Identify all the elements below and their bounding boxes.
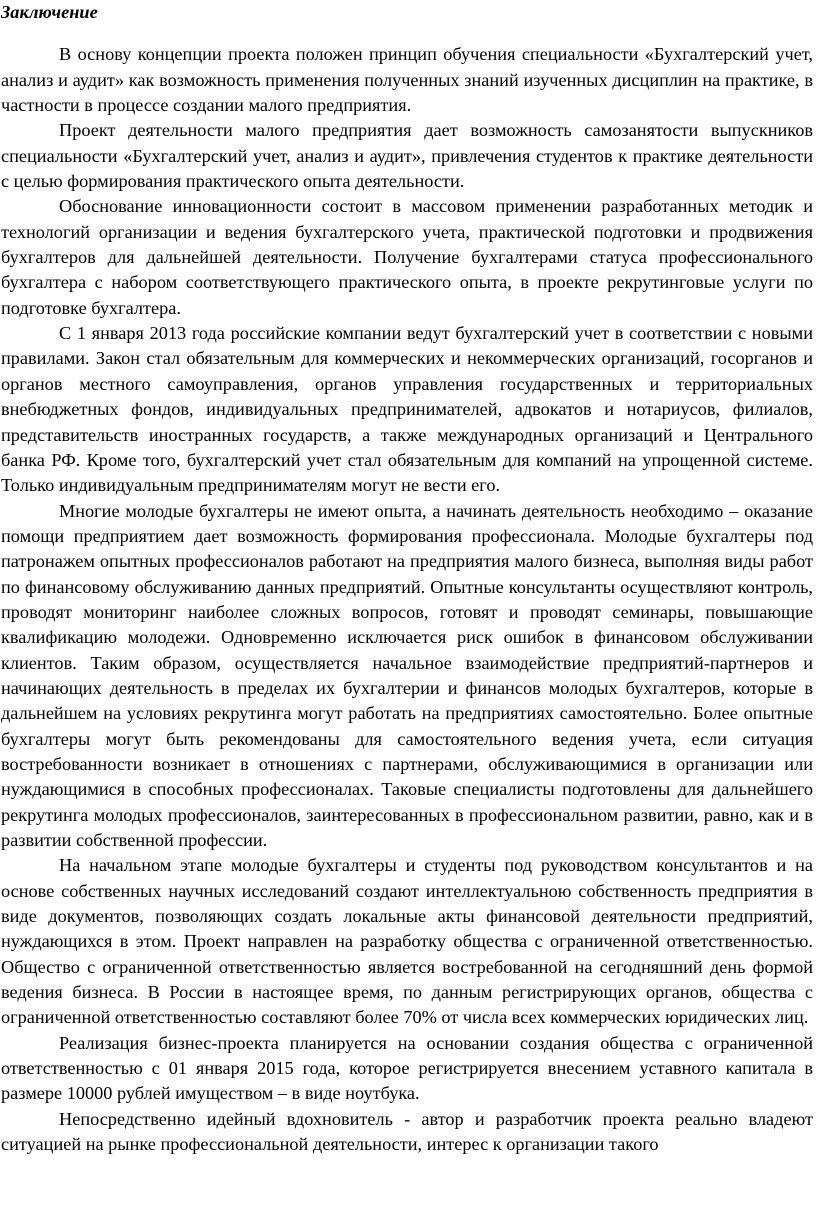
paragraph-accounting-law: С 1 января 2013 года российские компании ведут бухгалтерский учет в соответствии с новыми правилами. Закон стал обязательным для коммерческих и некоммерческих организаций, госорганов и органов местного самоуправления, органов управления государственных и территориальных внебюджетных фондов, индивидуальных предпринимателей, адвокатов и нотариусов, филиалов, представительств иностранных государств, а также международных организаций и Центрального банка РФ. Кроме того, бухгалтерский учет стал обязательным для компаний на упрощенной системе. Только индивидуальным предпринимателям могут не вести его.: [1, 323, 813, 496]
paragraph-young-accountants: Многие молодые бухгалтеры не имеют опыта, а начинать деятельность необходимо – оказание помощи предприятием дает возможность формирования профессионала. Молодые бухгалтеры под патронажем опытных профессионалов работают на предприятия малого бизнеса, выполняя виды работ по финансовому обслуживанию данных предприятий. Опытные консультанты осуществляют контроль, проводят мониторинг наиболее сложных вопросов, готовят и проводят семинары, повышающие квалификацию молодежи. Одновременно исключается риск ошибок в финансовом обслуживании клиентов. Таким образом, осуществляется начальное взаимодействие предприятий-партнеров и начинающих деятельность в пределах их бухгалтерии и финансов молодых бухгалтеров, которые в дальнейшем на условиях рекрутинга могут работать на предприятиях самостоятельно. Более опытные бухгалтеры могут быть рекомендованы для самостоятельного ведения учета, если ситуация востребованности возникает в отношениях с партнерами, обслуживающимися в организации или нуждающимися в способных профессионалах. Таковые специалисты подготовлены для дальнейшего рекрутинга молодых профессионалов, заинтересованных в профессиональном развитии, равно, как и в развитии собственной профессии.: [1, 500, 813, 850]
paragraph-concept: В основу концепции проекта положен принцип обучения специальности «Бухгалтерский учет, анализ и аудит» как возможность применения полученных знаний изученных дисциплин на практике, в частности в процессе создании малого предприятия.: [1, 44, 813, 116]
paragraph-self-employment: Проект деятельности малого предприятия дает возможность самозанятости выпускников специальности «Бухгалтерский учет, анализ и аудит», привлечения студентов к практике деятельности с целью формирования практического опыта деятельности.: [1, 120, 813, 192]
paragraph-implementation: Реализация бизнес-проекта планируется на основании создания общества с ограниченной ответственностью с 01 января 2015 года, которое регистрируется внесением уставного капитала в размере 10000 рублей имуществом – в виде ноутбука.: [1, 1032, 813, 1104]
paragraph-innovation: Обоснование инновационности состоит в массовом применении разработанных методик и технологий организации и ведения бухгалтерского учета, практической подготовки и продвижения бухгалтеров для дальнейшей деятельности. Получение бухгалтерами статуса профессионального бухгалтера с набором соответствующего практического опыта, в проекте рекрутинговые услуги по подготовке бухгалтера.: [1, 196, 813, 318]
paragraph-author: Непосредственно идейный вдохновитель - автор и разработчик проекта реально владеют ситуацией на рынке профессиональной деятельности, интерес к организации такого: [1, 1108, 813, 1155]
section-heading: Заключение: [1, 2, 98, 22]
paragraph-initial-stage: На начальном этапе молодые бухгалтеры и студенты под руководством консультантов и на основе собственных научных исследований создают интеллектуальною собственность предприятия в виде документов, позволяющих создать локальные акты финансовой деятельности предприятий, нуждающихся в этом. Проект направлен на разработку общества с ограниченной ответственностью. Общество с ограниченной ответственностью является востребованной на сегодняшний день формой ведения бизнеса. В России в настоящее время, по данным регистрирующих органов, общества с ограниченной ответственностью составляют более 70% от числа всех коммерческих юридических лиц.: [1, 855, 813, 1028]
